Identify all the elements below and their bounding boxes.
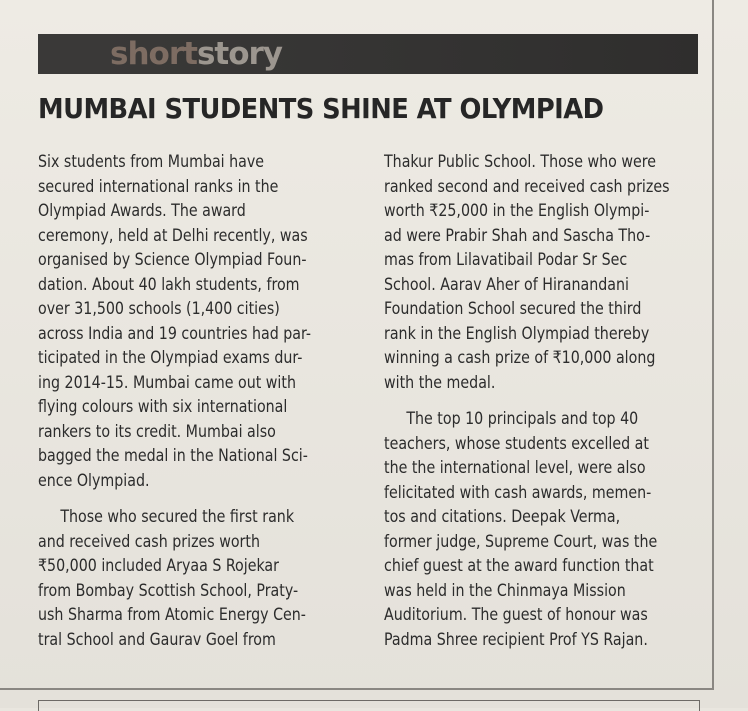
- text-line: winning a cash prize of ₹10,000 along: [384, 348, 656, 368]
- section-label: [110, 34, 282, 74]
- text-line: over 31,500 schools (1,400 cities): [38, 299, 280, 319]
- text-line: former judge, Supreme Court, was the: [384, 531, 658, 552]
- text-line: ing 2014-15. Mumbai came out with: [38, 372, 296, 393]
- text-line: chief guest at the award function that: [384, 556, 654, 576]
- text-line: across India and 19 countries had par-: [38, 323, 311, 344]
- text-line: from Bombay Scottish School, Praty-: [38, 580, 299, 601]
- text-line: teachers, whose students excelled at: [384, 433, 649, 454]
- section-label-part2: story: [196, 36, 283, 72]
- text-line: organised by Science Olympiad Foun-: [38, 250, 307, 270]
- text-line: Olympiad Awards. The award: [38, 201, 246, 221]
- text-line: ad were Prabir Shah and Sascha Tho-: [384, 225, 651, 246]
- text-line: ranked second and received cash prizes: [384, 176, 670, 197]
- text-line: Six students from Mumbai have: [38, 152, 265, 172]
- article-column-right: [384, 150, 691, 652]
- text-line: Auditorium. The guest of honour was: [384, 605, 648, 625]
- text-line: felicitated with cash awards, memen-: [384, 482, 652, 503]
- text-line: ence Olympiad.: [38, 470, 150, 491]
- text-line: and received cash prizes worth: [38, 531, 261, 552]
- text-line: was held in the Chinmaya Mission: [384, 580, 626, 601]
- banner-left-block: [38, 34, 110, 74]
- section-label-part1: short: [110, 36, 197, 72]
- text-line: the the international level, were also: [384, 458, 646, 478]
- text-line: ticipated in the Olympiad exams dur-: [38, 348, 303, 368]
- text-line: worth ₹25,000 in the English Olympi-: [384, 201, 650, 221]
- column-rule-right: [712, 0, 714, 690]
- paragraph-gap: [384, 395, 691, 407]
- text-line: bagged the medal in the National Sci-: [38, 446, 308, 466]
- text-line: mas from Lilavatibail Podar Sr Sec: [384, 250, 628, 270]
- text-line: ush Sharma from Atomic Energy Cen-: [38, 605, 306, 625]
- text-line: with the medal.: [384, 372, 496, 393]
- text-line: secured international ranks in the: [38, 176, 279, 197]
- text-line: ₹50,000 included Aryaa S Rojekar: [38, 556, 280, 576]
- text-line: flying colours with six international: [38, 397, 288, 417]
- section-banner: [38, 34, 698, 74]
- text-line: rank in the English Olympiad thereby: [384, 323, 650, 344]
- article-column-left: [38, 150, 332, 652]
- column-rule-bottom: [0, 688, 714, 690]
- text-line: rankers to its credit. Mumbai also: [38, 421, 276, 442]
- text-line: Padma Shree recipient Prof YS Rajan.: [384, 629, 648, 650]
- headline: MUMBAI STUDENTS SHINE AT OLYMPIAD: [38, 92, 604, 125]
- text-line: tral School and Gaurav Goel from: [38, 629, 276, 650]
- text-line: dation. About 40 lakh students, from: [38, 274, 300, 295]
- text-line: tos and citations. Deepak Verma,: [384, 507, 621, 527]
- text-line: Those who secured the first rank: [60, 507, 295, 527]
- next-article-frame: [38, 700, 700, 711]
- text-line: School. Aarav Aher of Hiranandani: [384, 274, 629, 295]
- text-line: ceremony, held at Delhi recently, was: [38, 225, 308, 246]
- text-line: The top 10 principals and top 40: [406, 409, 639, 429]
- text-line: Thakur Public School. Those who were: [384, 152, 656, 172]
- text-line: Foundation School secured the third: [384, 299, 642, 319]
- paragraph-gap: [38, 493, 332, 505]
